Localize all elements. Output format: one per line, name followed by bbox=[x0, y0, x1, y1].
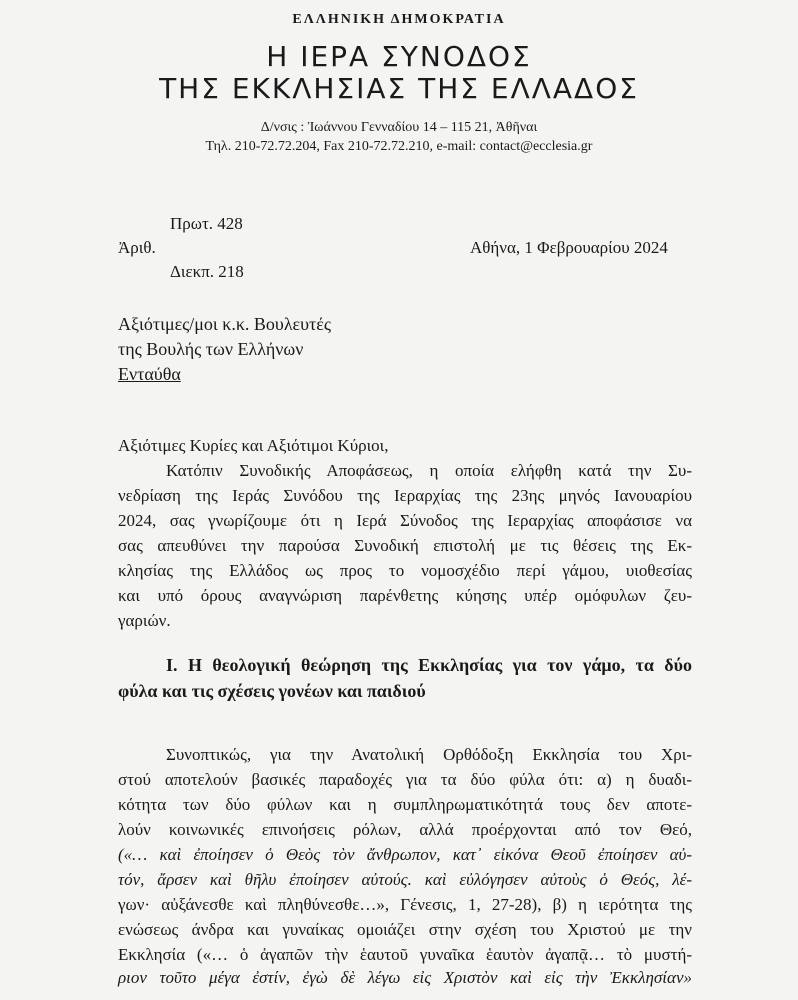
intro-line: γαριών. bbox=[118, 611, 171, 630]
recipient-line-2: της Βουλής των Ελλήνων bbox=[118, 339, 304, 359]
recipient-line-1: Αξιότιμες/μοι κ.κ. Βουλευτές bbox=[118, 314, 331, 334]
section-line: ριον τοῦτο μέγα ἐστίν, ἐγὼ δὲ λέγω εἰς Χριστὸν καὶ εἰς τὴν Ἐκκλησίαν» bbox=[118, 968, 692, 987]
dispatch-number: Διεκπ. 218 bbox=[170, 262, 244, 281]
intro-line: και υπό όρους αναγνώριση παρένθετης κύησης υπέρ ομόφυλων ζευ- bbox=[118, 586, 692, 605]
section-title-line: φύλα και τις σχέσεις γονέων και παιδιού bbox=[118, 681, 426, 701]
section-line: («… καὶ ἐποίησεν ὁ Θεὸς τὸν ἄνθρωπον, κατ᾽ εἰκόνα Θεοῦ ἐποίησεν αὐ- bbox=[118, 845, 692, 864]
letter-date: Αθήνα, 1 Φεβρουαρίου 2024 bbox=[470, 238, 668, 257]
salutation: Αξιότιμες Κυρίες και Αξιότιμοι Κύριοι, bbox=[118, 436, 389, 455]
arith-label: Ἀριθ. bbox=[118, 238, 156, 257]
intro-line: 2024, σας γνωρίζουμε ότι η Ιερά Σύνοδος της Ιεραρχίας αποφάσισε να bbox=[118, 511, 692, 530]
intro-line: κλησίας της Ελλάδος ως προς το νομοσχέδιο περί γάμου, υιοθεσίας bbox=[118, 561, 692, 580]
synod-title-line-2: ΤΗΣ ΕΚΚΛΗΣΙΑΣ ΤΗΣ ΕΛΛΑΔΟΣ bbox=[159, 72, 639, 105]
section-line: Συνοπτικώς, για την Ανατολική Ορθόδοξη Εκκλησία του Χρι- bbox=[166, 745, 692, 764]
section-line: στού αποτελούν βασικές παραδοχές για τα δύο φύλα ότι: α) η δυαδι- bbox=[118, 770, 692, 789]
section-line: ενώσεως άνδρα και γυναίκας ομοιάζει στην σχέση του Χριστού με την bbox=[118, 920, 692, 939]
section-line: κότητα των δύο φύλων και η συμπληρωματικότητά τους δεν αποτε- bbox=[118, 795, 692, 814]
intro-line: σας απευθύνει την παρούσα Συνοδική επιστολή με τις θέσεις της Εκ- bbox=[118, 536, 692, 555]
intro-line: Κατόπιν Συνοδικής Αποφάσεως, η οποία ελήφθη κατά την Συ- bbox=[166, 461, 692, 480]
republic-heading: ΕΛΛΗΝΙΚΗ ΔΗΜΟΚΡΑΤΙΑ bbox=[292, 12, 506, 27]
section-line: τόν, ἄρσεν καὶ θῆλυ ἐποίησεν αὐτούς. καὶ εὐλόγησεν αὐτοὺς ὁ Θεός, λέ- bbox=[118, 870, 692, 889]
section-line: γων· αὐξάνεσθε καὶ πληθύνεσθε…», Γένεσις, 1, 27-28), β) η ιερότητα της bbox=[118, 895, 692, 914]
address-line: Δ/νσις : Ἰωάννου Γενναδίου 14 – 115 21, Ἀθῆναι bbox=[260, 120, 538, 135]
section-title-line: Ι. Η θεολογική θεώρηση της Εκκλησίας για τον γάμο, τα δύο bbox=[166, 655, 692, 675]
protocol-number: Πρωτ. 428 bbox=[170, 214, 243, 233]
contact-line: Τηλ. 210-72.72.204, Fax 210-72.72.210, e-mail: contact@ecclesia.gr bbox=[205, 139, 593, 154]
section-line: λούν κοινωνικές επινοήσεις ρόλων, αλλά προέρχονται από τον Θεό, bbox=[118, 820, 692, 839]
section-line: Εκκλησία («… ὁ ἀγαπῶν τὴν ἑαυτοῦ γυναῖκα ἑαυτὸν ἀγαπᾷ… τὸ μυστή- bbox=[118, 945, 692, 964]
recipient-line-3: Ενταύθα bbox=[118, 364, 181, 384]
intro-line: νεδρίαση της Ιεράς Συνόδου της Ιεραρχίας της 23ης μηνός Ιανουαρίου bbox=[118, 486, 692, 505]
synod-title-line-1: Η ΙΕΡΑ ΣΥΝΟΔΟΣ bbox=[266, 40, 532, 73]
